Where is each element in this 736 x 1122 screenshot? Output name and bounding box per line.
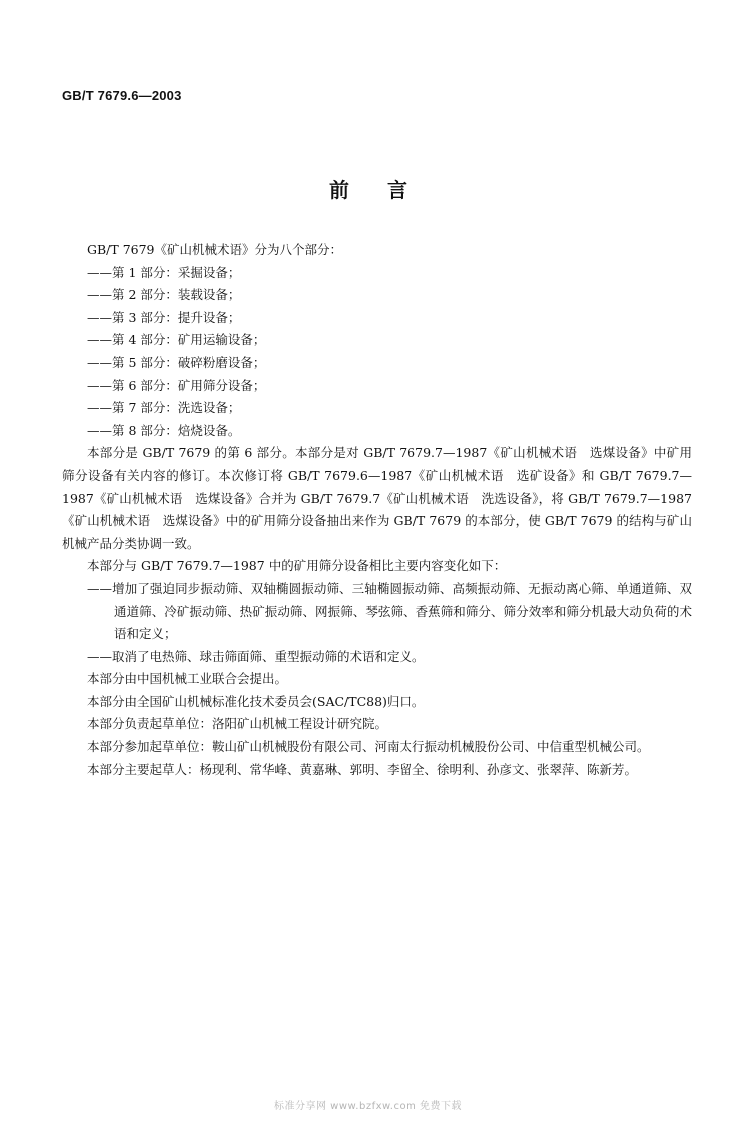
part-item-7: ——第 7 部分：洗选设备；: [87, 400, 241, 416]
intro-paragraph: GB/T 7679《矿山机械术语》分为八个部分：: [87, 242, 343, 257]
page-title: 前言: [329, 178, 445, 202]
proposed-paragraph: 本部分由中国机械工业联合会提出。: [87, 671, 288, 687]
document-body: [62, 239, 692, 781]
part-item-5: ——第 5 部分：破碎粉磨设备；: [87, 354, 266, 370]
footer-watermark: 标准分享网 www.bzfxw.com 免费下载: [274, 1101, 462, 1112]
changes-paragraph: 本部分与 GB/T 7679.7—1987 中的矿用筛分设备相比主要内容变化如下：: [87, 558, 507, 574]
part-item-8: ——第 8 部分：焙烧设备。: [87, 422, 241, 438]
standard-code: GB/T 7679.6—2003: [62, 88, 182, 103]
responsible-paragraph: 本部分负责起草单位：洛阳矿山机械工程设计研究院。: [87, 716, 388, 732]
participants-paragraph: 本部分参加起草单位：鞍山矿山机械股份有限公司、河南太行振动机械股份公司、中信重型机械公司。: [87, 739, 650, 755]
change-item-added: ——增加了强迫同步振动筛、双轴椭圆振动筛、三轴椭圆振动筛、高频振动筛、无振动离心筛、单通道筛、双通道筛、冷矿振动筛、热矿振动筛、网振筛、琴弦筛、香蕉筛和筛分、筛分效率和筛分机最大动负荷的术语和定义；: [87, 580, 692, 642]
revision-paragraph: 本部分是 GB/T 7679 的第 6 部分。本部分是对 GB/T 7679.7—1987《矿山机械术语 选煤设备》中矿用筛分设备有关内容的修订。本次修订将 GB/T 7679.6—1987《矿山机械术语 选矿设备》和 GB/T 7679.7—1987《矿山机械术语 选煤设备》合并为 GB/T 7679.7《矿山机械术语 洗选设备》，将 GB/T 7679.7—1987《矿山机械术语 选煤设备》中的矿用筛分设备抽出来作为 GB/T 7679 的本部分，使 GB/T 7679 的结构与矿山机械产品分类协调一致。: [62, 445, 692, 551]
part-item-3: ——第 3 部分：提升设备；: [87, 309, 241, 325]
centralized-paragraph: 本部分由全国矿山机械标准化技术委员会(SAC/TC88)归口。: [87, 693, 425, 709]
part-item-6: ——第 6 部分：矿用筛分设备；: [87, 377, 266, 393]
part-item-4: ——第 4 部分：矿用运输设备；: [87, 332, 266, 348]
drafters-paragraph: 本部分主要起草人：杨现利、常华峰、黄嘉琳、郭明、李留全、徐明利、孙彦文、张翠萍、陈新芳。: [87, 761, 638, 777]
change-item-removed: ——取消了电热筛、球击筛面筛、重型振动筛的术语和定义。: [87, 648, 425, 664]
part-item-2: ——第 2 部分：装载设备；: [87, 287, 241, 303]
part-item-1: ——第 1 部分：采掘设备；: [87, 264, 241, 280]
